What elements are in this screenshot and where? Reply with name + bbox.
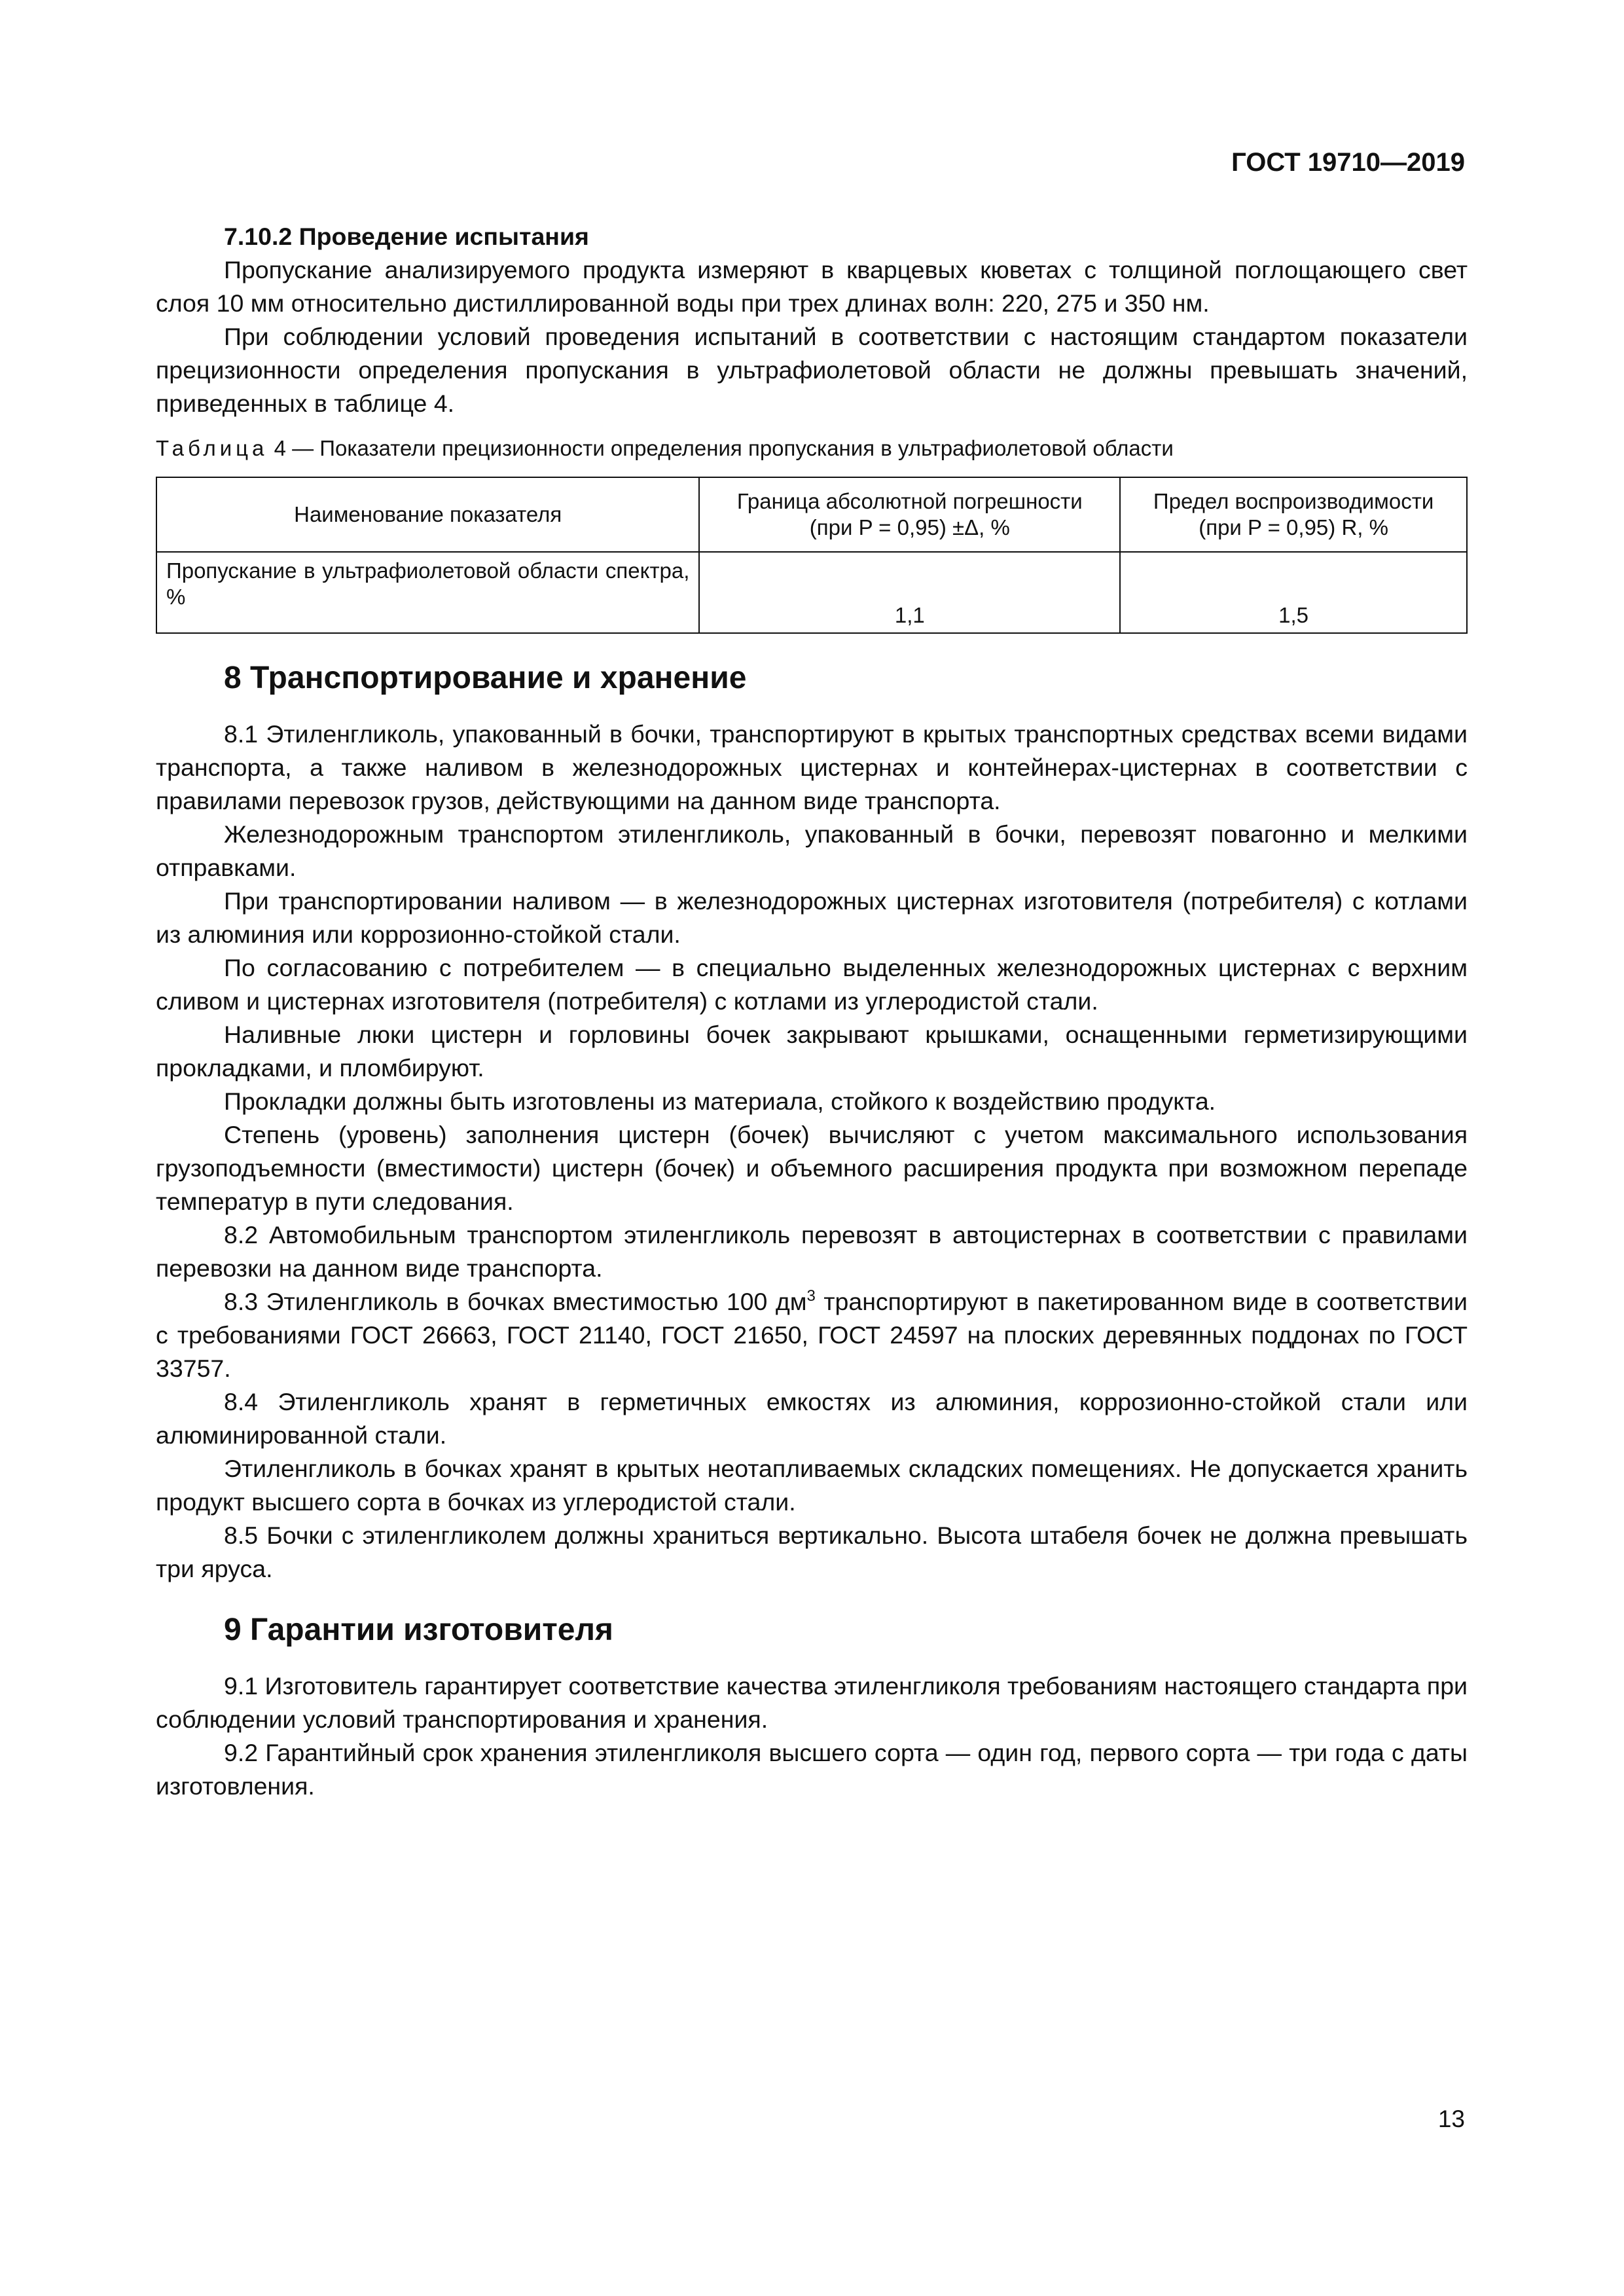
subsection-heading: 7.10.2 Проведение испытания [224, 223, 589, 250]
superscript: 3 [806, 1287, 816, 1305]
header-text: Предел воспроизводимости [1153, 489, 1434, 513]
paragraph: Степень (уровень) заполнения цистерн (бочек) вычисляют с учетом максимального использования грузоподъемности (вместимости) цистерн (бочек) и объемного расширения продукта при возможном перепаде температур в пути следования. [156, 1121, 1468, 1215]
cell-indicator-name: Пропускание в ультрафиолетовой области спектра, % [156, 552, 699, 633]
paragraph-text: транспортируют в пакетированном виде в соответствии с требованиями ГОСТ 26663, ГОСТ 21140, ГОСТ 21650, ГОСТ 24597 на плоских деревянных поддонах по ГОСТ 33757. [156, 1288, 1468, 1382]
paragraph: 8.1 Этиленгликоль, упакованный в бочки, транспортируют в крытых транспортных средствах всеми видами транспорта, а также наливом в железнодорожных цистернах и контейнерах-цистернах в соответствии с правилами перевозок грузов, действующими на данном виде транспорта. [156, 720, 1468, 814]
page-content [156, 220, 1468, 1803]
precision-table [156, 477, 1468, 634]
cell-absolute-error: 1,1 [699, 552, 1120, 633]
paragraph: Железнодорожным транспортом этиленгликоль, упакованный в бочки, перевозят повагонно и мелкими отправками. [156, 820, 1468, 881]
page-number: 13 [1437, 2105, 1465, 2132]
section-heading-9: 9 Гарантии изготовителя [224, 1613, 613, 1647]
paragraph: 8.2 Автомобильным транспортом этиленгликоль перевозят в автоцистернах в соответствии с правилами перевозки на данном виде транспорта. [156, 1221, 1468, 1282]
paragraph: 8.5 Бочки с этиленгликолем должны храниться вертикально. Высота штабеля бочек не должна превышать три яруса. [156, 1522, 1468, 1582]
paragraph-text: 8.3 Этиленгликоль в бочках вместимостью 100 дм [224, 1288, 807, 1315]
header-text: Граница абсолютной погрешности [736, 489, 1083, 513]
header-text: Наименование показателя [294, 502, 562, 526]
section-heading-8: 8 Транспортирование и хранение [224, 661, 747, 695]
header-text: (при P = 0,95) ±Δ, % [809, 515, 1010, 539]
header-reproducibility [1120, 477, 1467, 552]
paragraph: Прокладки должны быть изготовлены из материала, стойкого к воздействию продукта. [224, 1087, 1216, 1115]
paragraph: По согласованию с потребителем — в специально выделенных железнодорожных цистернах с верхним сливом и цистернах изготовителя (потребителя) с котлами из углеродистой стали. [156, 954, 1468, 1015]
table-header-row [156, 477, 1467, 552]
table-caption [156, 433, 1468, 464]
table-caption-word: Таблица [156, 436, 268, 460]
cell-reproducibility: 1,5 [1120, 552, 1467, 633]
paragraph: Этиленгликоль в бочках хранят в крытых неотапливаемых складских помещениях. Не допускается хранить продукт высшего сорта в бочках из углеродистой стали. [156, 1455, 1468, 1516]
paragraph: 9.2 Гарантийный срок хранения этиленгликоля высшего сорта — один год, первого сорта — три года с даты изготовления. [156, 1739, 1468, 1800]
paragraph: При соблюдении условий проведения испытаний в соответствии с настоящим стандартом показатели прецизионности определения пропускания в ультрафиолетовой области не должны превышать значений, приведенных в таблице 4. [156, 323, 1468, 417]
paragraph: При транспортировании наливом — в железнодорожных цистернах изготовителя (потребителя) с котлами из алюминия или коррозионно-стойкой стали. [156, 887, 1468, 948]
header-absolute-error [699, 477, 1120, 552]
paragraph: 9.1 Изготовитель гарантирует соответствие качества этиленгликоля требованиям настоящего стандарта при соблюдении условий транспортирования и хранения. [156, 1672, 1468, 1733]
paragraph: Пропускание анализируемого продукта измеряют в кварцевых кюветах с толщиной поглощающего свет слоя 10 мм относительно дистиллированной воды при трех длинах волн: 220, 275 и 350 нм. [156, 256, 1468, 317]
table-caption-text: 4 — Показатели прецизионности определения пропускания в ультрафиолетовой области [274, 436, 1174, 460]
paragraph-8-3 [156, 1285, 1468, 1385]
table-row [156, 552, 1467, 633]
paragraph: Наливные люки цистерн и горловины бочек закрывают крышками, оснащенными герметизирующими прокладками, и пломбируют. [156, 1021, 1468, 1082]
header-indicator-name [156, 477, 699, 552]
document-code: ГОСТ 19710—2019 [1231, 148, 1465, 177]
header-text: (при P = 0,95) R, % [1199, 515, 1388, 539]
paragraph: 8.4 Этиленгликоль хранят в герметичных емкостях из алюминия, коррозионно-стойкой стали или алюминированной стали. [156, 1388, 1468, 1449]
